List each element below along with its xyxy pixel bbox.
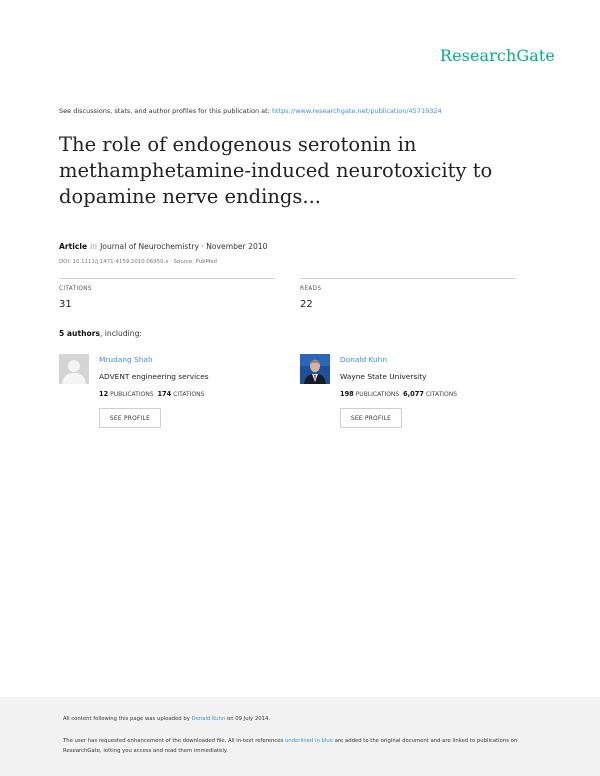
publications-count: 198 xyxy=(340,390,354,398)
underlined-link[interactable]: underlined in blue xyxy=(284,738,334,744)
publication-link[interactable]: https://www.researchgate.net/publication/45719324 xyxy=(271,107,442,115)
authors-suffix: , including: xyxy=(99,329,142,338)
publication-meta xyxy=(59,242,267,251)
journal-date: Journal of Neurochemistry · November 2010 xyxy=(100,242,268,251)
in-word: in xyxy=(90,242,98,251)
reads-label: READS xyxy=(300,286,322,292)
see-profile-button[interactable]: SEE PROFILE xyxy=(340,408,402,428)
author-counts xyxy=(99,390,204,398)
note-prefix: The user has requested enhancement of the downloaded file. All in-text references xyxy=(63,738,284,744)
reads-value: 22 xyxy=(300,299,313,310)
discussion-prefix: See discussions, stats, and author profiles for this publication at: xyxy=(59,107,270,115)
authors-count: 5 authors xyxy=(59,329,100,338)
author-name[interactable]: Donald Kuhn xyxy=(340,355,388,364)
see-profile-button[interactable]: SEE PROFILE xyxy=(99,408,161,428)
note-suffix: are added to the original document and are linked to publications on ResearchGate, letting you access and read them immediately. xyxy=(63,738,518,754)
author-photo[interactable] xyxy=(300,354,330,384)
researchgate-logo[interactable]: ResearchGate xyxy=(439,46,555,65)
author-institution: ADVENT engineering services xyxy=(99,372,209,381)
citations-label: CITATIONS xyxy=(59,286,92,292)
upload-prefix: All content following this page was uploaded by xyxy=(63,716,190,722)
citations-value: 31 xyxy=(59,299,72,310)
publications-label: PUBLICATIONS xyxy=(355,391,400,398)
doi-line: DOI: 10.1111/j.1471-4159.2010.06950.x · Source: PubMed xyxy=(59,259,217,265)
publications-count: 12 xyxy=(99,390,109,398)
citations-count: 6,077 xyxy=(403,390,424,398)
default-avatar-icon[interactable] xyxy=(59,354,89,384)
author-institution: Wayne State University xyxy=(340,372,427,381)
reads-divider xyxy=(300,278,516,279)
uploader-link[interactable]: Donald Kuhn xyxy=(191,716,226,722)
author-counts xyxy=(340,390,457,398)
citations-label: CITATIONS xyxy=(425,391,458,398)
discussion-line xyxy=(59,107,559,115)
publication-type: Article xyxy=(59,242,88,251)
authors-heading xyxy=(59,329,142,338)
citations-divider xyxy=(59,278,275,279)
upload-note xyxy=(63,716,270,722)
upload-suffix: on 09 July 2014. xyxy=(226,716,271,722)
citations-label: CITATIONS xyxy=(173,391,205,398)
publications-label: PUBLICATIONS xyxy=(110,391,154,398)
enhancement-note xyxy=(63,737,533,756)
footer xyxy=(0,697,600,776)
publication-title: The role of endogenous serotonin in methamphetamine-induced neurotoxicity to dopamine nerve endings... xyxy=(59,133,493,208)
author-name[interactable]: Mrudang Shah xyxy=(99,355,153,364)
citations-count: 174 xyxy=(157,390,172,398)
